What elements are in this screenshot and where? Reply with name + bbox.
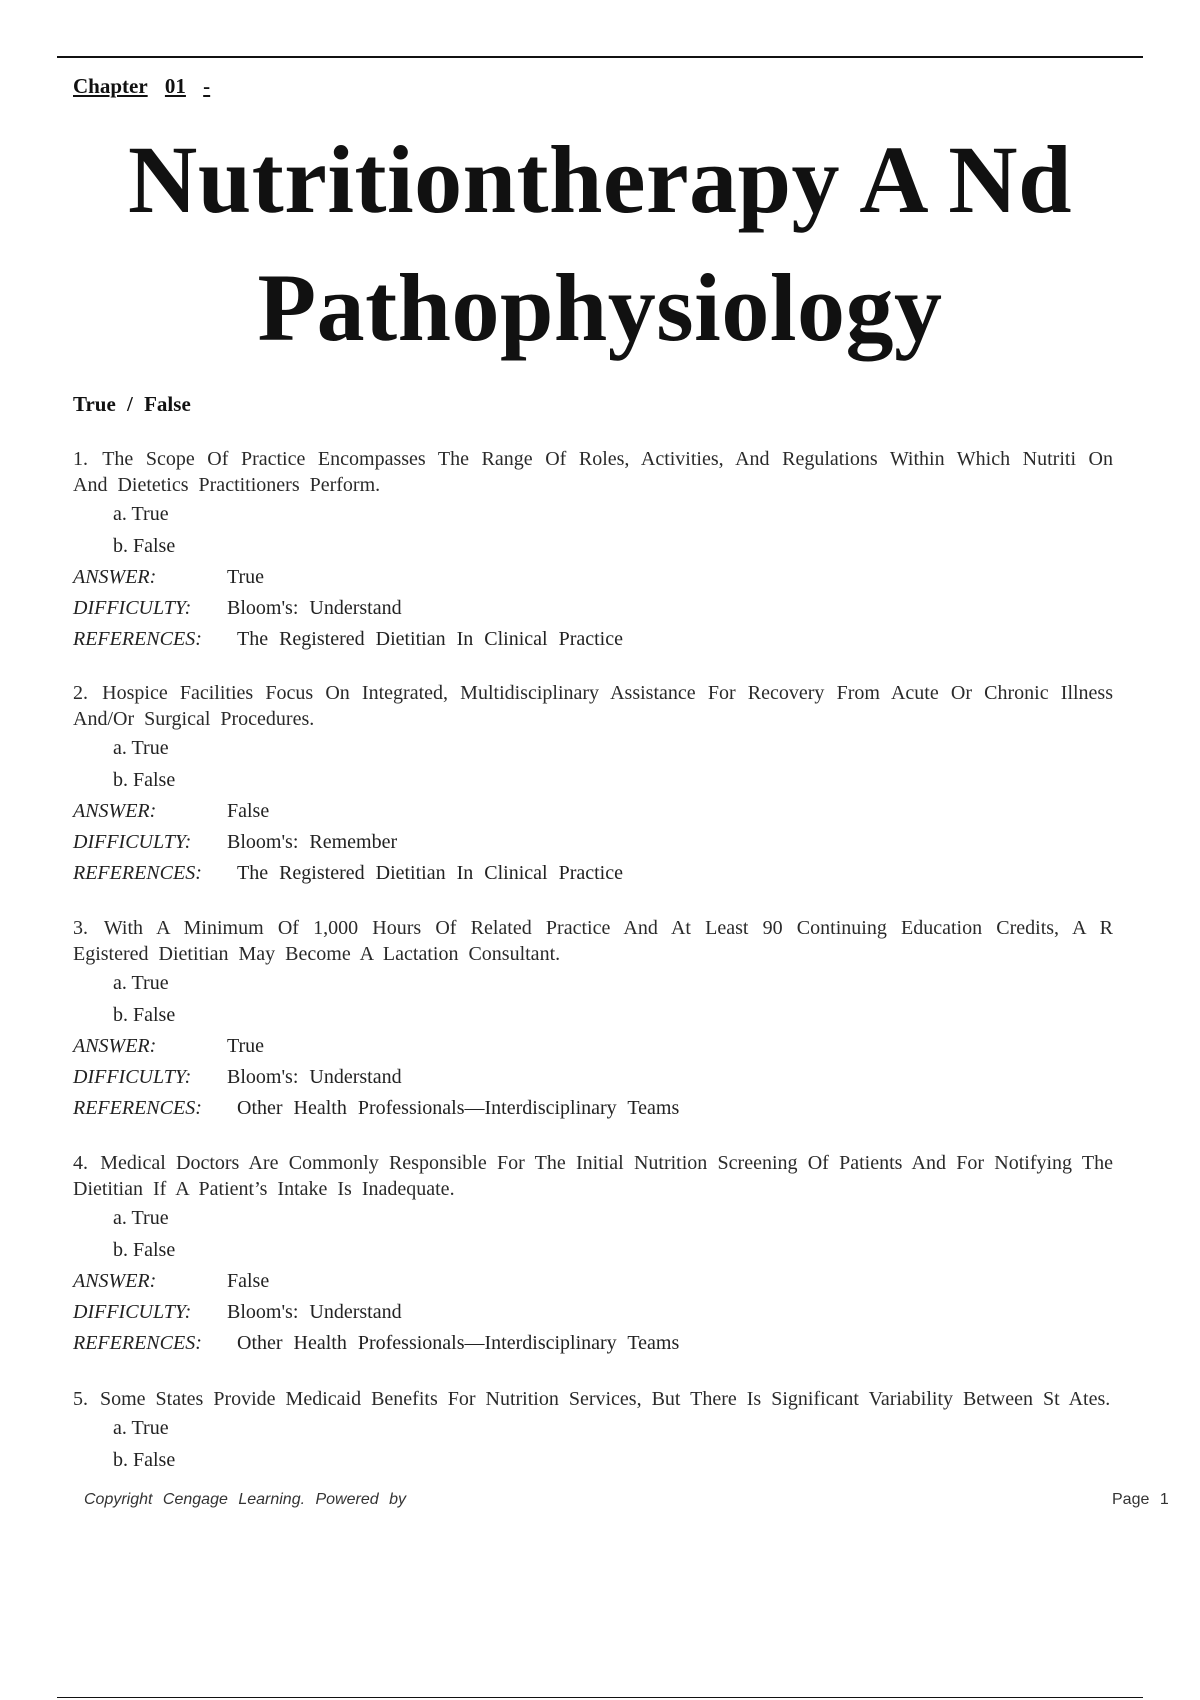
question-text [73,1386,1113,1412]
question-body: The Scope Of Practice Encompasses The Range Of Roles, Activities, And Regulations Within Which Nutriti On And Dietetics Practitioners Perform. [73,448,1113,496]
answer-label: ANSWER: [73,800,157,822]
answer-label: ANSWER: [73,566,157,588]
difficulty-row [73,1297,1113,1328]
option-true: a. True [113,1417,169,1439]
references-value: Other Health Professionals—Interdisciplinary Teams [237,1097,680,1119]
document-title-line-1: Nutritiontherapy A Nd [128,126,1072,233]
answer-row [73,1031,1113,1062]
option-false: b. False [113,1239,176,1261]
difficulty-value: Bloom's: Understand [227,597,402,619]
option-false: b. False [113,535,176,557]
references-label: REFERENCES: [73,628,202,650]
difficulty-row [73,1062,1113,1093]
question-text [73,1150,1113,1202]
question-number: 4. [73,1152,88,1174]
difficulty-label: DIFFICULTY: [73,597,192,619]
section-heading: True / False [73,392,191,416]
chapter-number: 01 [164,74,186,98]
question-body: Medical Doctors Are Commonly Responsible For The Initial Nutrition Screening Of Patients And For Notifying The Dietitian If A Patient’s Intake Is Inadequate. [73,1152,1114,1200]
references-row [73,1093,1113,1124]
option-true: a. True [113,972,169,994]
references-value: Other Health Professionals—Interdisciplinary Teams [237,1332,680,1354]
question-2 [73,680,1113,889]
document-title-line-2: Pathophysiology [257,254,943,361]
references-value: The Registered Dietitian In Clinical Practice [237,862,623,884]
difficulty-row [73,593,1113,624]
question-4 [73,1150,1113,1359]
references-label: REFERENCES: [73,862,202,884]
answer-value: True [227,566,265,588]
bottom-rule [57,1697,1143,1698]
question-body: With A Minimum Of 1,000 Hours Of Related Practice And At Least 90 Continuing Education Credits, A R Egistered Dietitian May Become A Lactation Consultant. [73,917,1113,965]
references-row [73,858,1113,889]
chapter-label: Chapter [73,74,148,98]
option-false: b. False [113,1449,176,1471]
option-true: a. True [113,1207,169,1229]
answer-row [73,562,1113,593]
difficulty-label: DIFFICULTY: [73,1066,192,1088]
chapter-heading [73,74,222,99]
option-false: b. False [113,1004,176,1026]
question-number: 1. [73,448,88,470]
option-true: a. True [113,737,169,759]
option-false: b. False [113,769,176,791]
references-row [73,624,1113,655]
question-number: 5. [73,1388,88,1410]
difficulty-row [73,827,1113,858]
question-text [73,446,1113,498]
top-rule [57,56,1143,58]
references-value: The Registered Dietitian In Clinical Practice [237,628,623,650]
question-number: 3. [73,917,88,939]
difficulty-label: DIFFICULTY: [73,831,192,853]
answer-label: ANSWER: [73,1035,157,1057]
footer-page-number: Page 1 [1112,1491,1169,1508]
question-text [73,915,1113,967]
question-5 [73,1386,1113,1476]
difficulty-value: Bloom's: Understand [227,1066,402,1088]
option-true: a. True [113,503,169,525]
question-3 [73,915,1113,1124]
references-row [73,1328,1113,1359]
footer-copyright: Copyright Cengage Learning. Powered by [84,1491,406,1508]
references-label: REFERENCES: [73,1332,202,1354]
difficulty-label: DIFFICULTY: [73,1301,192,1323]
answer-value: True [227,1035,265,1057]
answer-row [73,1266,1113,1297]
answer-value: False [227,800,270,822]
question-body: Hospice Facilities Focus On Integrated, Multidisciplinary Assistance For Recovery From Acute Or Chronic Illness And/Or Surgical Procedures. [73,682,1113,730]
references-label: REFERENCES: [73,1097,202,1119]
difficulty-value: Bloom's: Remember [227,831,398,853]
question-text [73,680,1113,732]
answer-row [73,796,1113,827]
answer-label: ANSWER: [73,1270,157,1292]
answer-value: False [227,1270,270,1292]
chapter-separator: - [203,74,211,98]
question-body: Some States Provide Medicaid Benefits For Nutrition Services, But There Is Significant Variability Between St Ates. [100,1388,1111,1410]
question-1 [73,446,1113,655]
question-number: 2. [73,682,88,704]
difficulty-value: Bloom's: Understand [227,1301,402,1323]
